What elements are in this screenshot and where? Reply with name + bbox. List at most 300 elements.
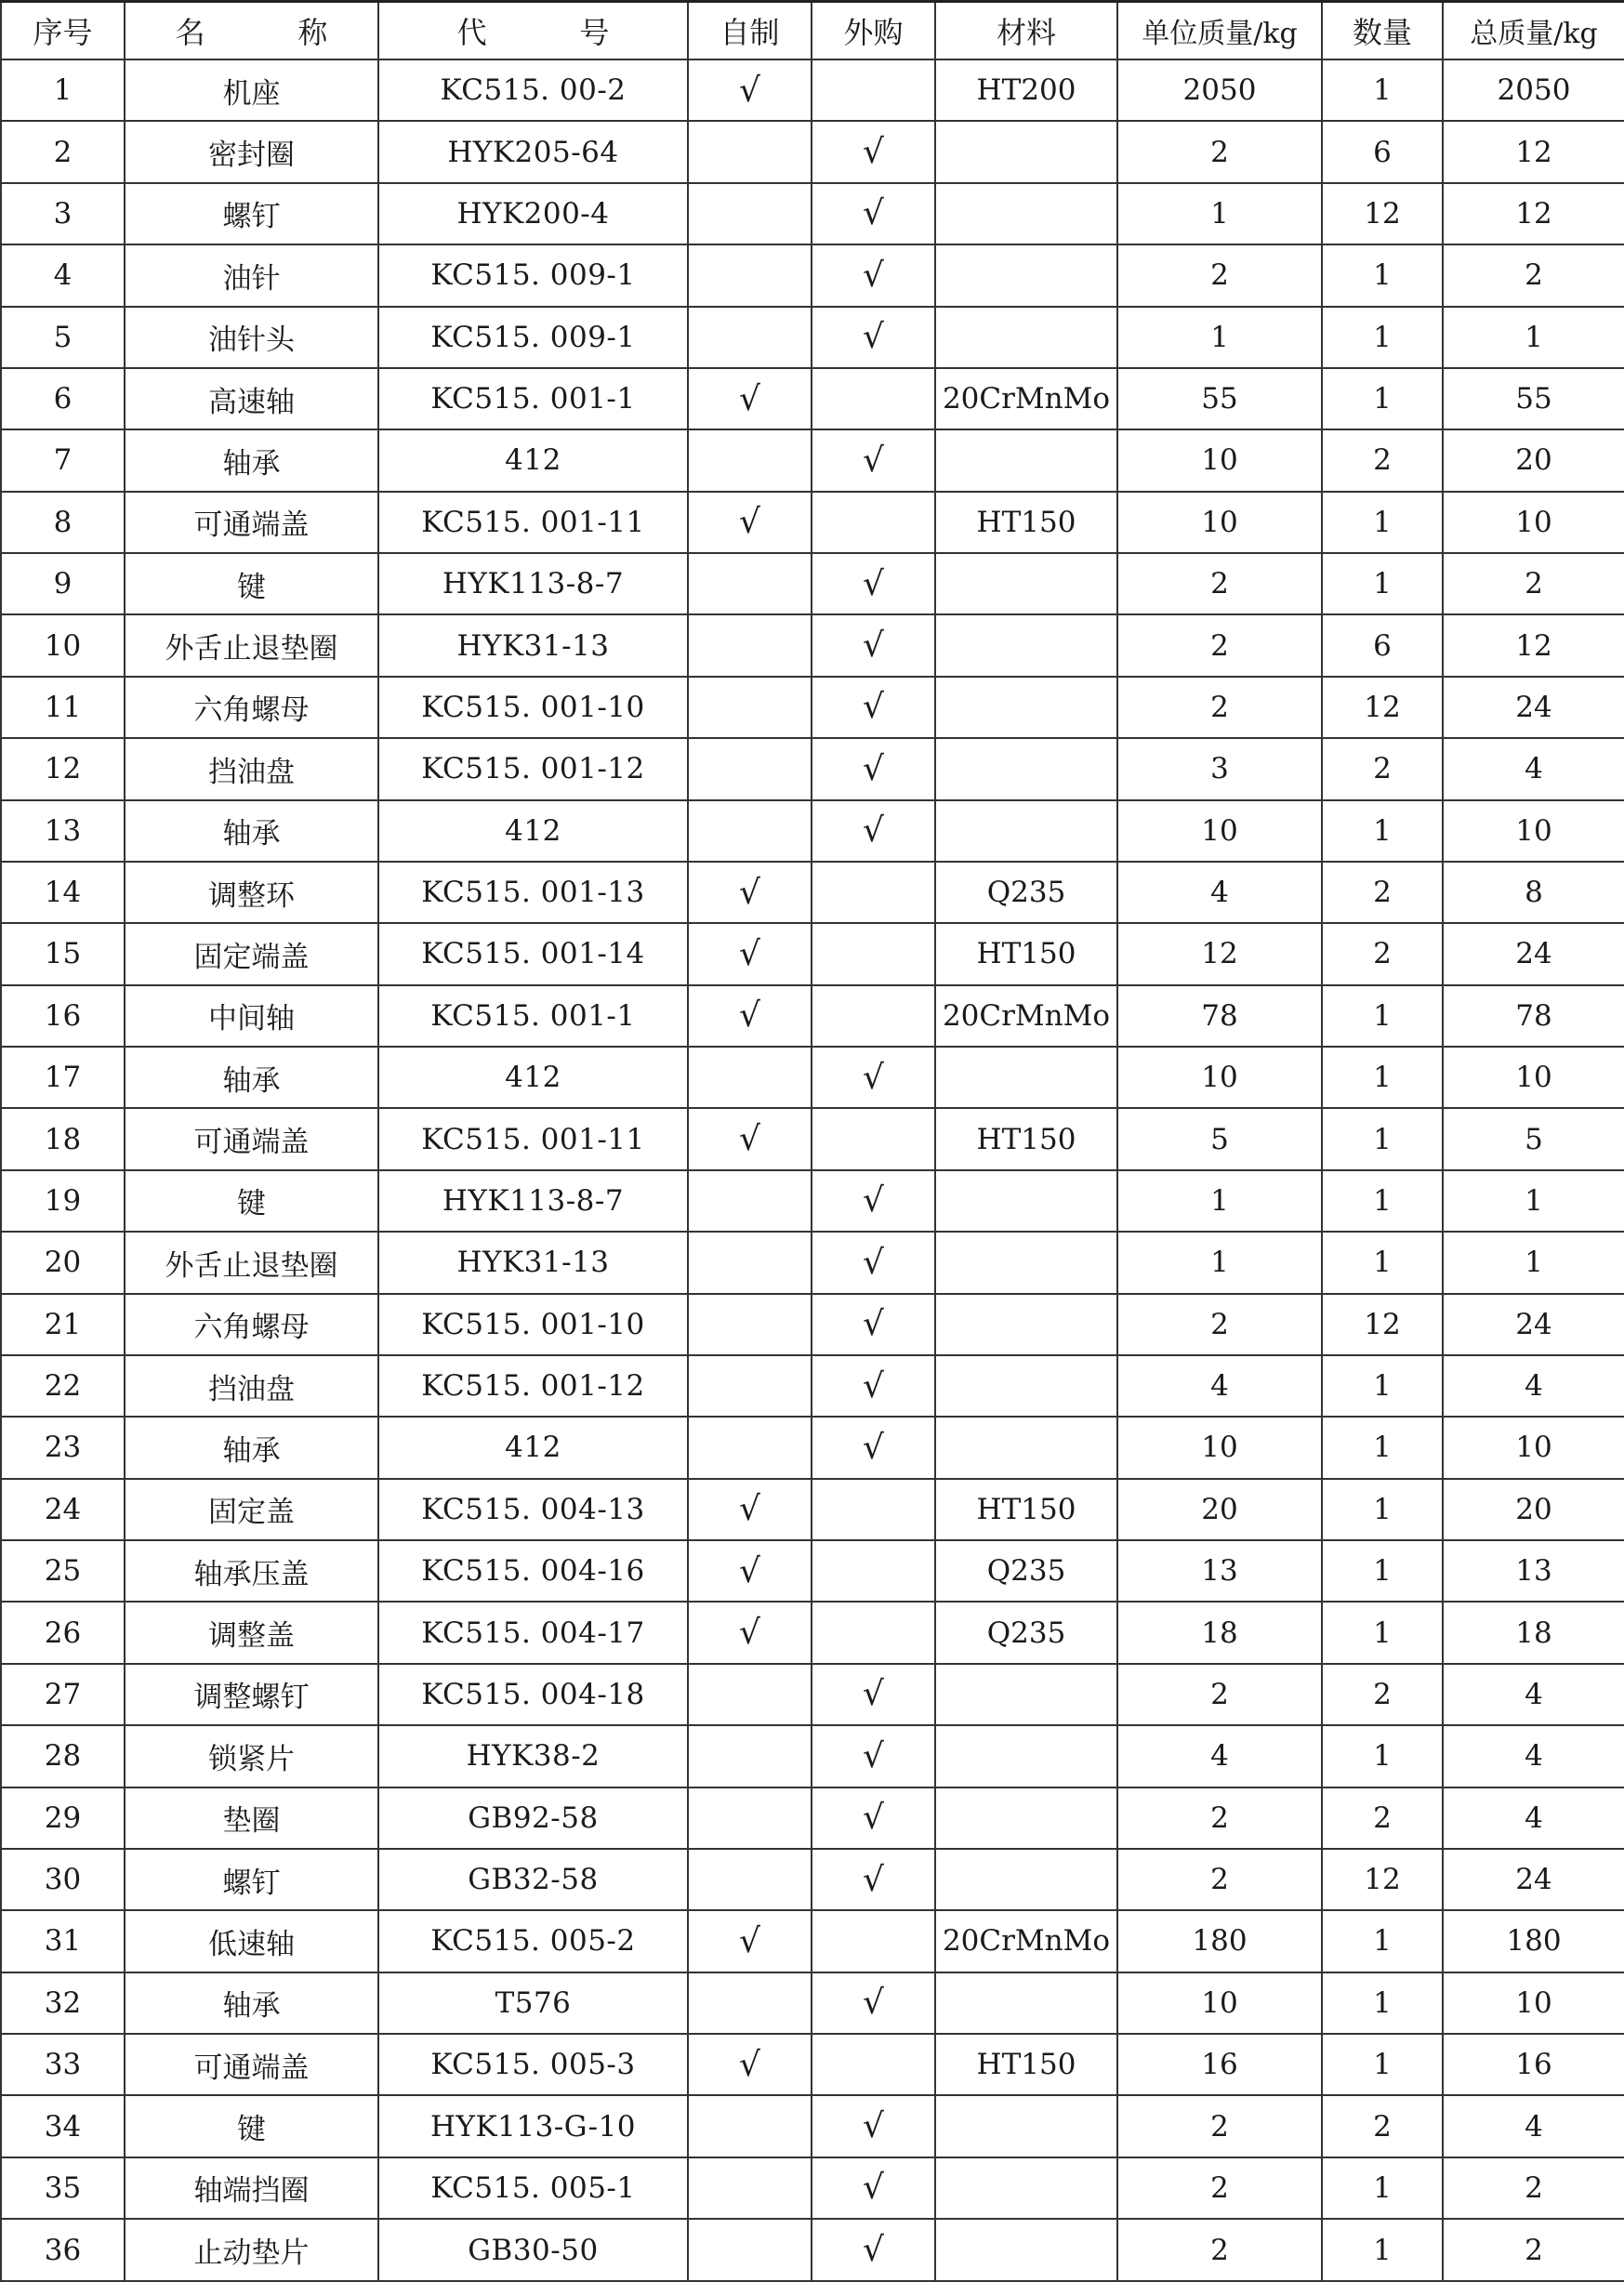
cell-self-made: √: [688, 1540, 812, 1602]
cell-index: 20: [1, 1232, 125, 1293]
cell-quantity: 2: [1322, 429, 1443, 491]
cell-quantity: 1: [1322, 1540, 1443, 1602]
cell-purchased: √: [812, 1232, 935, 1293]
table-row: [1, 2095, 1624, 2157]
cell-quantity: 6: [1322, 614, 1443, 676]
table-row: [1, 59, 1624, 121]
cell-total-mass: 4: [1443, 1664, 1624, 1725]
cell-total-mass: 1: [1443, 1170, 1624, 1232]
cell-quantity: 1: [1322, 1479, 1443, 1540]
cell-purchased: √: [812, 614, 935, 676]
cell-self-made: √: [688, 492, 812, 553]
cell-code: GB32-58: [378, 1849, 688, 1910]
cell-name: 止动垫片: [125, 2219, 378, 2281]
cell-material: [935, 614, 1117, 676]
cell-quantity: 1: [1322, 985, 1443, 1047]
cell-name: 螺钉: [125, 183, 378, 244]
cell-self-made: [688, 244, 812, 306]
cell-index: 14: [1, 862, 125, 923]
cell-quantity: 1: [1322, 800, 1443, 862]
cell-total-mass: 180: [1443, 1910, 1624, 1972]
cell-code: 412: [378, 1417, 688, 1478]
table-row: [1, 244, 1624, 306]
cell-total-mass: 16: [1443, 2034, 1624, 2095]
cell-quantity: 1: [1322, 1602, 1443, 1663]
cell-name: 固定端盖: [125, 923, 378, 984]
cell-code: KC515. 004-16: [378, 1540, 688, 1602]
header-quantity: 数量: [1322, 2, 1443, 60]
cell-purchased: √: [812, 738, 935, 799]
cell-index: 34: [1, 2095, 125, 2157]
cell-name: 调整螺钉: [125, 1664, 378, 1725]
table-header-row: [1, 2, 1624, 60]
cell-index: 13: [1, 800, 125, 862]
cell-unit-mass: 2: [1117, 1664, 1322, 1725]
cell-self-made: [688, 614, 812, 676]
cell-name: 六角螺母: [125, 1294, 378, 1355]
cell-material: [935, 1787, 1117, 1849]
table-row: [1, 1047, 1624, 1108]
cell-purchased: [812, 368, 935, 429]
cell-total-mass: 1: [1443, 1232, 1624, 1293]
cell-index: 27: [1, 1664, 125, 1725]
cell-unit-mass: 2: [1117, 677, 1322, 738]
cell-name: 固定盖: [125, 1479, 378, 1540]
cell-code: HYK200-4: [378, 183, 688, 244]
cell-purchased: √: [812, 2095, 935, 2157]
cell-material: [935, 1664, 1117, 1725]
cell-name: 轴端挡圈: [125, 2157, 378, 2219]
cell-name: 垫圈: [125, 1787, 378, 1849]
cell-code: KC515. 005-1: [378, 2157, 688, 2219]
table-row: [1, 553, 1624, 614]
cell-quantity: 2: [1322, 862, 1443, 923]
cell-quantity: 6: [1322, 121, 1443, 182]
cell-unit-mass: 2: [1117, 244, 1322, 306]
cell-index: 31: [1, 1910, 125, 1972]
table-row: [1, 121, 1624, 182]
cell-self-made: [688, 1170, 812, 1232]
cell-purchased: √: [812, 183, 935, 244]
cell-name: 外舌止退垫圈: [125, 614, 378, 676]
cell-purchased: √: [812, 2219, 935, 2281]
cell-self-made: [688, 2095, 812, 2157]
cell-material: HT150: [935, 492, 1117, 553]
cell-self-made: [688, 1787, 812, 1849]
cell-code: KC515. 001-12: [378, 738, 688, 799]
cell-material: [935, 244, 1117, 306]
cell-material: [935, 2095, 1117, 2157]
table-row: [1, 985, 1624, 1047]
cell-purchased: [812, 1540, 935, 1602]
cell-code: T576: [378, 1972, 688, 2034]
cell-unit-mass: 5: [1117, 1108, 1322, 1169]
cell-code: KC515. 001-12: [378, 1355, 688, 1417]
cell-unit-mass: 2050: [1117, 59, 1322, 121]
cell-index: 5: [1, 307, 125, 368]
cell-total-mass: 4: [1443, 1787, 1624, 1849]
cell-self-made: √: [688, 2034, 812, 2095]
cell-total-mass: 18: [1443, 1602, 1624, 1663]
cell-quantity: 2: [1322, 738, 1443, 799]
cell-self-made: √: [688, 1910, 812, 1972]
header-code: 代 号: [378, 2, 688, 60]
table-row: [1, 1170, 1624, 1232]
cell-code: HYK31-13: [378, 1232, 688, 1293]
cell-self-made: [688, 1355, 812, 1417]
cell-index: 29: [1, 1787, 125, 1849]
table-row: [1, 2034, 1624, 2095]
cell-total-mass: 10: [1443, 1972, 1624, 2034]
cell-unit-mass: 10: [1117, 429, 1322, 491]
cell-purchased: √: [812, 307, 935, 368]
cell-index: 22: [1, 1355, 125, 1417]
cell-index: 6: [1, 368, 125, 429]
cell-quantity: 1: [1322, 2157, 1443, 2219]
cell-name: 中间轴: [125, 985, 378, 1047]
cell-index: 35: [1, 2157, 125, 2219]
cell-code: KC515. 005-3: [378, 2034, 688, 2095]
cell-name: 机座: [125, 59, 378, 121]
table-row: [1, 183, 1624, 244]
cell-purchased: √: [812, 1725, 935, 1787]
cell-material: 20CrMnMo: [935, 368, 1117, 429]
cell-self-made: [688, 1047, 812, 1108]
table-row: [1, 862, 1624, 923]
cell-material: [935, 1417, 1117, 1478]
cell-total-mass: 55: [1443, 368, 1624, 429]
cell-self-made: [688, 183, 812, 244]
cell-name: 可通端盖: [125, 1108, 378, 1169]
cell-quantity: 1: [1322, 1108, 1443, 1169]
cell-self-made: [688, 121, 812, 182]
cell-total-mass: 24: [1443, 1849, 1624, 1910]
table-row: [1, 1849, 1624, 1910]
table-row: [1, 738, 1624, 799]
cell-name: 油针: [125, 244, 378, 306]
cell-name: 键: [125, 2095, 378, 2157]
cell-material: [935, 429, 1117, 491]
cell-material: 20CrMnMo: [935, 1910, 1117, 1972]
table-row: [1, 2219, 1624, 2281]
cell-code: KC515. 001-11: [378, 492, 688, 553]
cell-purchased: [812, 1910, 935, 1972]
cell-unit-mass: 4: [1117, 1355, 1322, 1417]
cell-total-mass: 12: [1443, 183, 1624, 244]
cell-total-mass: 12: [1443, 121, 1624, 182]
cell-code: 412: [378, 429, 688, 491]
table-row: [1, 614, 1624, 676]
cell-name: 轴承压盖: [125, 1540, 378, 1602]
cell-total-mass: 5: [1443, 1108, 1624, 1169]
cell-unit-mass: 20: [1117, 1479, 1322, 1540]
cell-purchased: √: [812, 677, 935, 738]
cell-total-mass: 24: [1443, 1294, 1624, 1355]
cell-self-made: [688, 1664, 812, 1725]
cell-quantity: 2: [1322, 2095, 1443, 2157]
cell-unit-mass: 2: [1117, 1849, 1322, 1910]
cell-self-made: [688, 738, 812, 799]
cell-code: KC515. 009-1: [378, 244, 688, 306]
header-purchased: 外购: [812, 2, 935, 60]
cell-purchased: √: [812, 1417, 935, 1478]
cell-material: [935, 553, 1117, 614]
cell-code: HYK113-8-7: [378, 553, 688, 614]
cell-name: 外舌止退垫圈: [125, 1232, 378, 1293]
cell-quantity: 12: [1322, 1294, 1443, 1355]
cell-index: 32: [1, 1972, 125, 2034]
table-row: [1, 1355, 1624, 1417]
cell-index: 1: [1, 59, 125, 121]
table-row: [1, 1787, 1624, 1849]
header-index: 序号: [1, 2, 125, 60]
cell-code: HYK38-2: [378, 1725, 688, 1787]
cell-quantity: 1: [1322, 368, 1443, 429]
table-row: [1, 1664, 1624, 1725]
cell-unit-mass: 1: [1117, 183, 1322, 244]
cell-self-made: √: [688, 368, 812, 429]
cell-name: 键: [125, 553, 378, 614]
table-row: [1, 1725, 1624, 1787]
cell-index: 36: [1, 2219, 125, 2281]
cell-unit-mass: 10: [1117, 800, 1322, 862]
cell-unit-mass: 1: [1117, 1232, 1322, 1293]
table-row: [1, 677, 1624, 738]
cell-index: 33: [1, 2034, 125, 2095]
cell-quantity: 1: [1322, 1170, 1443, 1232]
cell-code: KC515. 004-17: [378, 1602, 688, 1663]
cell-self-made: √: [688, 923, 812, 984]
cell-index: 26: [1, 1602, 125, 1663]
cell-total-mass: 8: [1443, 862, 1624, 923]
cell-index: 10: [1, 614, 125, 676]
cell-purchased: [812, 492, 935, 553]
cell-quantity: 1: [1322, 492, 1443, 553]
cell-total-mass: 24: [1443, 677, 1624, 738]
cell-purchased: [812, 1479, 935, 1540]
cell-quantity: 1: [1322, 307, 1443, 368]
table-row: [1, 1417, 1624, 1478]
cell-code: KC515. 004-13: [378, 1479, 688, 1540]
cell-name: 调整盖: [125, 1602, 378, 1663]
cell-code: HYK113-G-10: [378, 2095, 688, 2157]
cell-material: Q235: [935, 1540, 1117, 1602]
table-row: [1, 307, 1624, 368]
cell-code: KC515. 001-11: [378, 1108, 688, 1169]
cell-name: 轴承: [125, 1972, 378, 2034]
cell-total-mass: 10: [1443, 800, 1624, 862]
cell-index: 15: [1, 923, 125, 984]
cell-total-mass: 2: [1443, 2157, 1624, 2219]
cell-index: 19: [1, 1170, 125, 1232]
header-name: 名 称: [125, 2, 378, 60]
table-row: [1, 1540, 1624, 1602]
cell-total-mass: 2: [1443, 553, 1624, 614]
cell-code: KC515. 001-1: [378, 985, 688, 1047]
cell-self-made: [688, 1417, 812, 1478]
cell-code: 412: [378, 1047, 688, 1108]
cell-name: 低速轴: [125, 1910, 378, 1972]
cell-index: 21: [1, 1294, 125, 1355]
cell-index: 30: [1, 1849, 125, 1910]
cell-name: 密封圈: [125, 121, 378, 182]
cell-material: 20CrMnMo: [935, 985, 1117, 1047]
cell-quantity: 1: [1322, 1972, 1443, 2034]
cell-index: 16: [1, 985, 125, 1047]
cell-index: 9: [1, 553, 125, 614]
cell-unit-mass: 2: [1117, 1294, 1322, 1355]
cell-quantity: 2: [1322, 1664, 1443, 1725]
cell-total-mass: 10: [1443, 1417, 1624, 1478]
cell-purchased: √: [812, 429, 935, 491]
cell-purchased: √: [812, 121, 935, 182]
cell-purchased: √: [812, 1294, 935, 1355]
cell-self-made: [688, 2219, 812, 2281]
cell-index: 2: [1, 121, 125, 182]
table-row: [1, 2157, 1624, 2219]
cell-quantity: 12: [1322, 183, 1443, 244]
table-body: [1, 59, 1624, 2281]
cell-name: 挡油盘: [125, 738, 378, 799]
cell-self-made: [688, 1725, 812, 1787]
cell-purchased: [812, 1108, 935, 1169]
cell-index: 7: [1, 429, 125, 491]
cell-self-made: [688, 2157, 812, 2219]
table-row: [1, 492, 1624, 553]
cell-unit-mass: 55: [1117, 368, 1322, 429]
cell-purchased: √: [812, 1849, 935, 1910]
cell-unit-mass: 2: [1117, 2095, 1322, 2157]
cell-quantity: 1: [1322, 553, 1443, 614]
cell-total-mass: 1: [1443, 307, 1624, 368]
cell-quantity: 1: [1322, 1047, 1443, 1108]
cell-code: KC515. 001-1: [378, 368, 688, 429]
cell-material: HT150: [935, 1479, 1117, 1540]
cell-total-mass: 20: [1443, 1479, 1624, 1540]
cell-quantity: 12: [1322, 677, 1443, 738]
cell-purchased: [812, 923, 935, 984]
cell-total-mass: 20: [1443, 429, 1624, 491]
table-row: [1, 429, 1624, 491]
table-row: [1, 800, 1624, 862]
cell-purchased: √: [812, 1664, 935, 1725]
cell-index: 18: [1, 1108, 125, 1169]
cell-quantity: 1: [1322, 1417, 1443, 1478]
cell-material: HT150: [935, 1108, 1117, 1169]
cell-code: KC515. 005-2: [378, 1910, 688, 1972]
cell-purchased: √: [812, 553, 935, 614]
cell-index: 28: [1, 1725, 125, 1787]
cell-material: HT150: [935, 923, 1117, 984]
cell-index: 3: [1, 183, 125, 244]
cell-purchased: √: [812, 1972, 935, 2034]
cell-code: KC515. 00-2: [378, 59, 688, 121]
cell-self-made: √: [688, 862, 812, 923]
cell-index: 24: [1, 1479, 125, 1540]
cell-unit-mass: 2: [1117, 121, 1322, 182]
cell-total-mass: 4: [1443, 1725, 1624, 1787]
cell-index: 23: [1, 1417, 125, 1478]
cell-code: KC515. 001-10: [378, 677, 688, 738]
cell-material: [935, 1294, 1117, 1355]
cell-total-mass: 2: [1443, 2219, 1624, 2281]
cell-unit-mass: 3: [1117, 738, 1322, 799]
cell-name: 轴承: [125, 1047, 378, 1108]
cell-code: KC515. 004-18: [378, 1664, 688, 1725]
cell-self-made: [688, 1294, 812, 1355]
cell-self-made: [688, 1849, 812, 1910]
table-row: [1, 1910, 1624, 1972]
cell-unit-mass: 1: [1117, 307, 1322, 368]
header-unit-mass: 单位质量/kg: [1117, 2, 1322, 60]
cell-code: KC515. 001-10: [378, 1294, 688, 1355]
cell-index: 11: [1, 677, 125, 738]
cell-self-made: [688, 800, 812, 862]
cell-purchased: [812, 985, 935, 1047]
table-row: [1, 1602, 1624, 1663]
cell-material: [935, 307, 1117, 368]
cell-unit-mass: 13: [1117, 1540, 1322, 1602]
cell-self-made: √: [688, 59, 812, 121]
cell-material: HT200: [935, 59, 1117, 121]
cell-material: [935, 1972, 1117, 2034]
table-row: [1, 1479, 1624, 1540]
cell-unit-mass: 1: [1117, 1170, 1322, 1232]
cell-self-made: √: [688, 1108, 812, 1169]
cell-index: 8: [1, 492, 125, 553]
table-row: [1, 1232, 1624, 1293]
cell-material: Q235: [935, 862, 1117, 923]
cell-unit-mass: 10: [1117, 492, 1322, 553]
cell-self-made: √: [688, 985, 812, 1047]
cell-purchased: √: [812, 1787, 935, 1849]
cell-name: 调整环: [125, 862, 378, 923]
cell-self-made: √: [688, 1479, 812, 1540]
table-row: [1, 368, 1624, 429]
cell-total-mass: 13: [1443, 1540, 1624, 1602]
cell-purchased: [812, 1602, 935, 1663]
cell-purchased: √: [812, 1170, 935, 1232]
table-row: [1, 923, 1624, 984]
cell-code: HYK31-13: [378, 614, 688, 676]
cell-purchased: √: [812, 1355, 935, 1417]
cell-name: 挡油盘: [125, 1355, 378, 1417]
cell-name: 可通端盖: [125, 2034, 378, 2095]
cell-purchased: √: [812, 2157, 935, 2219]
cell-total-mass: 4: [1443, 738, 1624, 799]
cell-material: [935, 800, 1117, 862]
cell-name: 轴承: [125, 429, 378, 491]
cell-unit-mass: 2: [1117, 2157, 1322, 2219]
cell-quantity: 2: [1322, 923, 1443, 984]
cell-unit-mass: 16: [1117, 2034, 1322, 2095]
header-total-mass: 总质量/kg: [1443, 2, 1624, 60]
cell-material: [935, 183, 1117, 244]
cell-code: HYK113-8-7: [378, 1170, 688, 1232]
cell-self-made: √: [688, 1602, 812, 1663]
cell-code: GB92-58: [378, 1787, 688, 1849]
cell-index: 25: [1, 1540, 125, 1602]
cell-code: GB30-50: [378, 2219, 688, 2281]
cell-material: [935, 738, 1117, 799]
cell-material: [935, 1355, 1117, 1417]
cell-unit-mass: 2: [1117, 1787, 1322, 1849]
cell-index: 17: [1, 1047, 125, 1108]
cell-unit-mass: 18: [1117, 1602, 1322, 1663]
cell-material: [935, 1170, 1117, 1232]
cell-purchased: [812, 59, 935, 121]
cell-purchased: √: [812, 800, 935, 862]
